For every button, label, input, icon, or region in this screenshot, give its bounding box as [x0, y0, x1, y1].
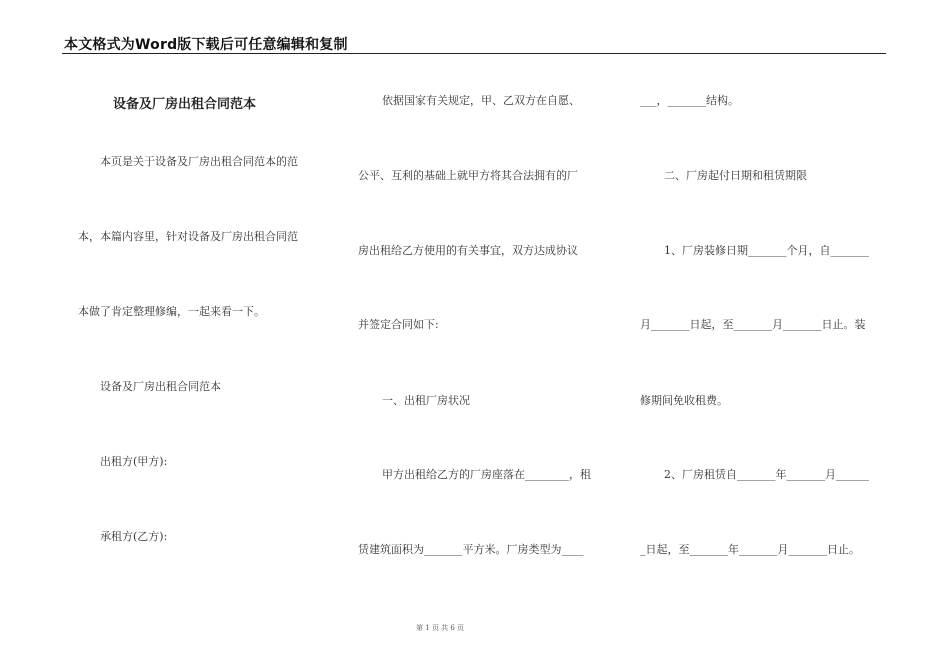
col3-line-2: 二、厂房起付日期和租赁期限	[664, 169, 807, 182]
col3-line-7: _日起，至_______年_______月_______日止。	[640, 543, 860, 556]
header-rule	[62, 53, 886, 54]
col3-line-5: 修期间免收租费。	[640, 394, 728, 407]
col2-line-7: 赁建筑面积为_______平方米。厂房类型为____	[358, 543, 584, 556]
col2-line-3: 房出租给乙方使用的有关事宜，双方达成协议	[358, 244, 578, 257]
col1-line-5: 出租方(甲方):	[100, 455, 168, 468]
col3-line-4: 月_______日起，至_______月_______日止。装	[640, 318, 866, 331]
col2-line-2: 公平、互利的基础上就甲方将其合法拥有的厂	[358, 169, 578, 182]
col1-line-1: 本页是关于设备及厂房出租合同范本的范	[100, 155, 298, 168]
page-header: 本文格式为Word版下载后可任意编辑和复制	[64, 37, 348, 53]
col1-line-6: 承租方(乙方):	[100, 530, 168, 543]
col3-line-1: ___，_______结构。	[640, 94, 739, 107]
document-title: 设备及厂房出租合同范本	[113, 97, 257, 112]
col1-line-3: 本做了肯定整理修编，一起来看一下。	[78, 305, 265, 318]
col2-line-1: 依据国家有关规定，甲、乙双方在自愿、	[382, 94, 580, 107]
col1-line-4: 设备及厂房出租合同范本	[100, 380, 221, 393]
col3-line-6: 2、厂房租赁自_______年_______月______	[664, 468, 869, 481]
col2-line-5: 一、出租厂房状况	[382, 394, 470, 407]
col2-line-4: 并签定合同如下:	[358, 318, 439, 331]
col2-line-6: 甲方出租给乙方的厂房座落在________，租	[382, 468, 591, 481]
col1-line-2: 本，本篇内容里，针对设备及厂房出租合同范	[78, 230, 298, 243]
col3-line-3: 1、厂房装修日期_______个月，自_______	[664, 244, 869, 257]
page-number: 第 1 页 共 6 页	[415, 624, 465, 632]
